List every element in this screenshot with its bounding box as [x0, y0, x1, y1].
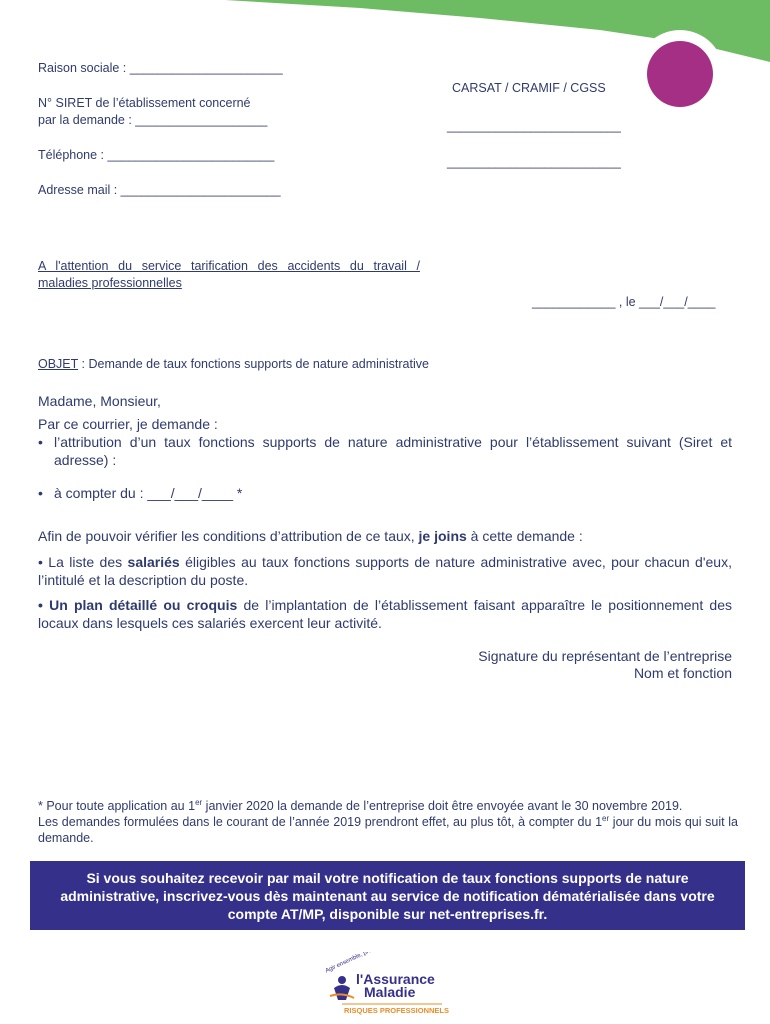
footnote-part3: Les demandes formulées dans le courant de l’année 2019 prendront effet, au plus tôt, à compter du 1: [38, 815, 603, 829]
objet-text: : Demande de taux fonctions supports de nature administrative: [78, 357, 429, 371]
afin-bold: je joins: [418, 528, 467, 544]
assurance-maladie-logo: [320, 952, 460, 1018]
list1-post: éligibles au taux fonctions supports de nature administrative avec, pour chacun d'eux, l’intitulé et la description du poste.: [38, 554, 732, 588]
recipient-line-2: _________________________: [447, 155, 621, 169]
logo-name-line-1: l'Assurance: [356, 971, 435, 987]
signature-line-2: Nom et fonction: [633, 665, 732, 681]
logo-sub: RISQUES PROFESSIONNELS: [344, 1006, 450, 1015]
list1-pre: • La liste des: [38, 554, 128, 570]
bullet-item-2: [38, 484, 732, 502]
date-line: ____________ , le ___/___/____: [532, 295, 716, 309]
notification-banner: [30, 861, 745, 930]
logo-circle: [647, 41, 713, 107]
footnote-sup1: er: [195, 797, 203, 807]
list2-bold: • Un plan détaillé ou croquis: [38, 597, 238, 613]
siret-label: N° SIRET de l’établissement concerné: [38, 96, 251, 110]
footnote-line-2: [38, 814, 738, 846]
banner-text: Si vous souhaitez recevoir par mail votre notification de taux fonctions supports de nature administrative, inscrivez-vous dès maintenant au service de notification dématérialisée dans votre compte AT/MP, disponible sur net-entreprises.fr.: [60, 869, 715, 922]
recipient-org: CARSAT / CRAMIF / CGSS: [452, 81, 606, 95]
list-item-plan: [38, 596, 732, 632]
bullet-text-1: l’attribution d’un taux fonctions supports de nature administrative pour l’établissement suivant (Siret et adresse) :: [54, 434, 732, 468]
footnote-part2: janvier 2020 la demande de l’entreprise doit être envoyée avant le 30 novembre 2019.: [202, 799, 683, 813]
afin-pre: Afin de pouvoir vérifier les conditions d’attribution de ce taux,: [38, 528, 419, 544]
footnote: [38, 798, 738, 846]
signature-line-1: Signature du représentant de l’entreprise: [478, 648, 732, 664]
raison-sociale-field: Raison sociale : ______________________: [38, 61, 283, 75]
list2-post: de l’implantation de l’établissement faisant apparaître le positionnement des locaux dans lesquels ces salariés exercent leur activité.: [38, 597, 733, 631]
footnote-part4: jour du mois qui suit la demande.: [38, 815, 738, 845]
bullet-item-1: [38, 433, 732, 469]
siret-field: par la demande : ___________________: [38, 113, 268, 127]
footnote-sup2: er: [602, 813, 610, 823]
salutation: Madame, Monsieur,: [38, 393, 161, 409]
recipient-line-1: _________________________: [447, 119, 621, 133]
attention-line-1: A l'attention du service tarification des accidents du travail /: [38, 259, 420, 273]
objet-line: [38, 356, 429, 373]
attention-line-2: maladies professionnelles: [38, 276, 182, 290]
afin-paragraph: [38, 527, 738, 545]
footnote-part1: * Pour toute application au 1: [38, 799, 196, 813]
logo-figure-head-icon: [338, 976, 346, 984]
bullet-mark: •: [38, 485, 43, 501]
intro-text: Par ce courrier, je demande :: [38, 416, 218, 432]
objet-label: OBJET: [38, 357, 79, 371]
bullet-text-2: à compter du : ___/___/____ *: [54, 485, 243, 501]
email-field: Adresse mail : _______________________: [38, 183, 281, 197]
footnote-line-1: [38, 798, 738, 814]
telephone-field: Téléphone : ________________________: [38, 148, 275, 162]
logo-graphic: [320, 952, 460, 1018]
logo-name-line-2: Maladie: [364, 984, 416, 1000]
logo-figure-body-icon: [334, 985, 350, 1000]
logo-tagline: Agir ensemble, protéger chacun: [324, 952, 405, 975]
list1-bold: salariés: [127, 554, 180, 570]
list-item-salaries: [38, 553, 732, 589]
afin-post: à cette demande :: [466, 528, 583, 544]
bullet-mark: •: [38, 434, 43, 450]
